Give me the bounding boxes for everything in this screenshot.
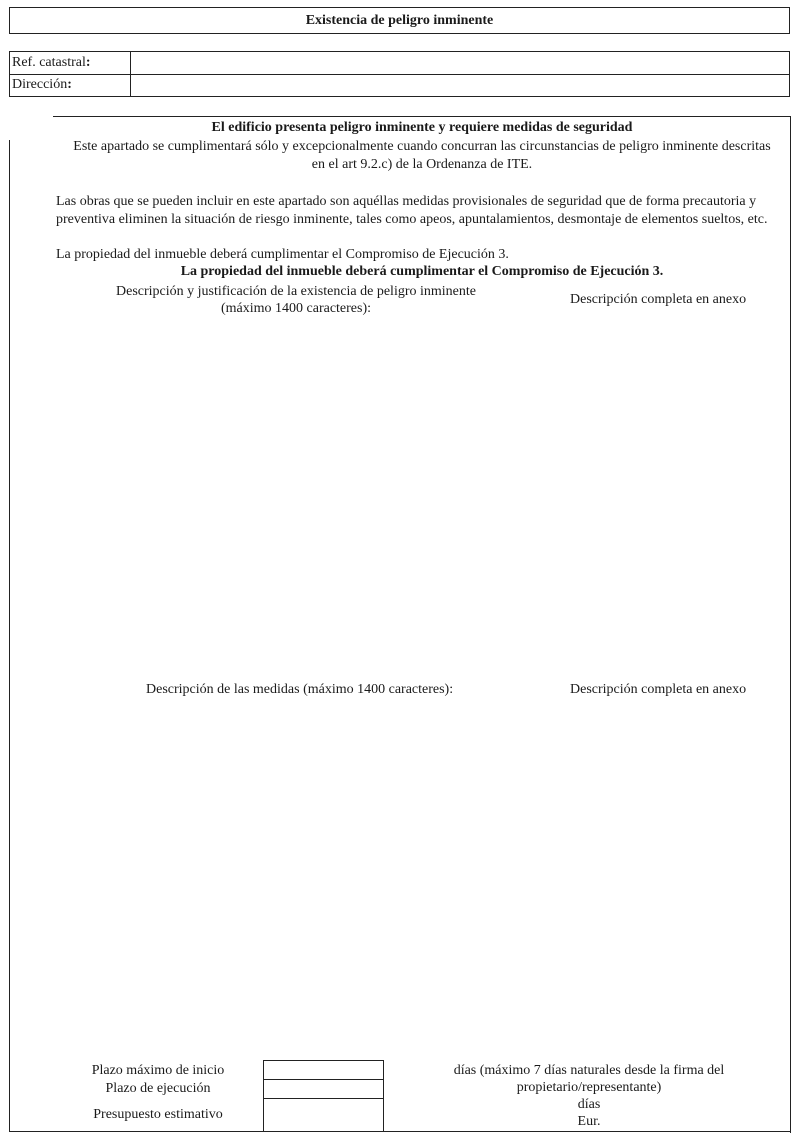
address-colon: : (67, 77, 72, 92)
left-border-line (9, 140, 10, 1132)
measures-description-label: Descripción de las medidas (máximo 1400 caracteres): (146, 682, 454, 697)
measures-description-field[interactable] (60, 704, 780, 1049)
intro-line-2: en el art 9.2.c) de la Ordenanza de ITE. (311, 157, 533, 172)
start-deadline-unit-2: propietario/representante) (516, 1080, 662, 1095)
works-line-2: preventiva eliminen la situación de riesgo inminente, tales como apeos, apuntalamientos, desmontaje de elementos sueltos, etc. (56, 212, 768, 227)
cadastral-ref-label: Ref. catastral (12, 55, 86, 70)
cadastral-ref-colon: : (85, 55, 91, 70)
section-heading: El edificio presenta peligro inminente y requiere medidas de seguridad (211, 120, 633, 135)
address-row (10, 74, 789, 96)
budget-unit: Eur. (577, 1114, 601, 1129)
execution-deadline-label: Plazo de ejecución (105, 1081, 211, 1096)
address-label: Dirección (12, 77, 68, 92)
budget-field[interactable] (263, 1098, 384, 1132)
measures-annex-label: Descripción completa en anexo (570, 682, 747, 697)
form-title-text: Existencia de peligro inminente (305, 12, 494, 28)
start-deadline-label: Plazo máximo de inicio (91, 1063, 225, 1078)
bottom-border-line (9, 1131, 791, 1132)
danger-annex-label: Descripción completa en anexo (570, 292, 747, 307)
address-field[interactable] (131, 74, 789, 96)
reference-table (9, 51, 790, 97)
commitment-note: La propiedad del inmueble deberá cumplimentar el Compromiso de Ejecución 3. (56, 247, 509, 262)
danger-description-label-1: Descripción y justificación de la existencia de peligro inminente (116, 284, 476, 299)
cadastral-ref-row (10, 52, 789, 75)
commitment-note-bold: La propiedad del inmueble deberá cumplimentar el Compromiso de Ejecución 3. (180, 264, 664, 279)
danger-description-label-2: (máximo 1400 caracteres): (220, 301, 372, 316)
execution-deadline-unit: días (577, 1097, 601, 1112)
intro-line-1: Este apartado se cumplimentará sólo y excepcionalmente cuando concurran las circunstancias de peligro inminente descritas (73, 139, 771, 154)
works-line-1: Las obras que se pueden incluir en este apartado son aquéllas medidas provisionales de seguridad que de forma precautoria y (56, 194, 757, 209)
start-deadline-unit-1: días (máximo 7 días naturales desde la firma del (453, 1063, 725, 1078)
start-deadline-field[interactable] (263, 1060, 384, 1080)
form-title (9, 7, 790, 34)
cadastral-ref-field[interactable] (131, 52, 789, 74)
execution-deadline-field[interactable] (263, 1079, 384, 1099)
danger-description-field[interactable] (60, 322, 780, 672)
budget-label: Presupuesto estimativo (93, 1107, 223, 1122)
